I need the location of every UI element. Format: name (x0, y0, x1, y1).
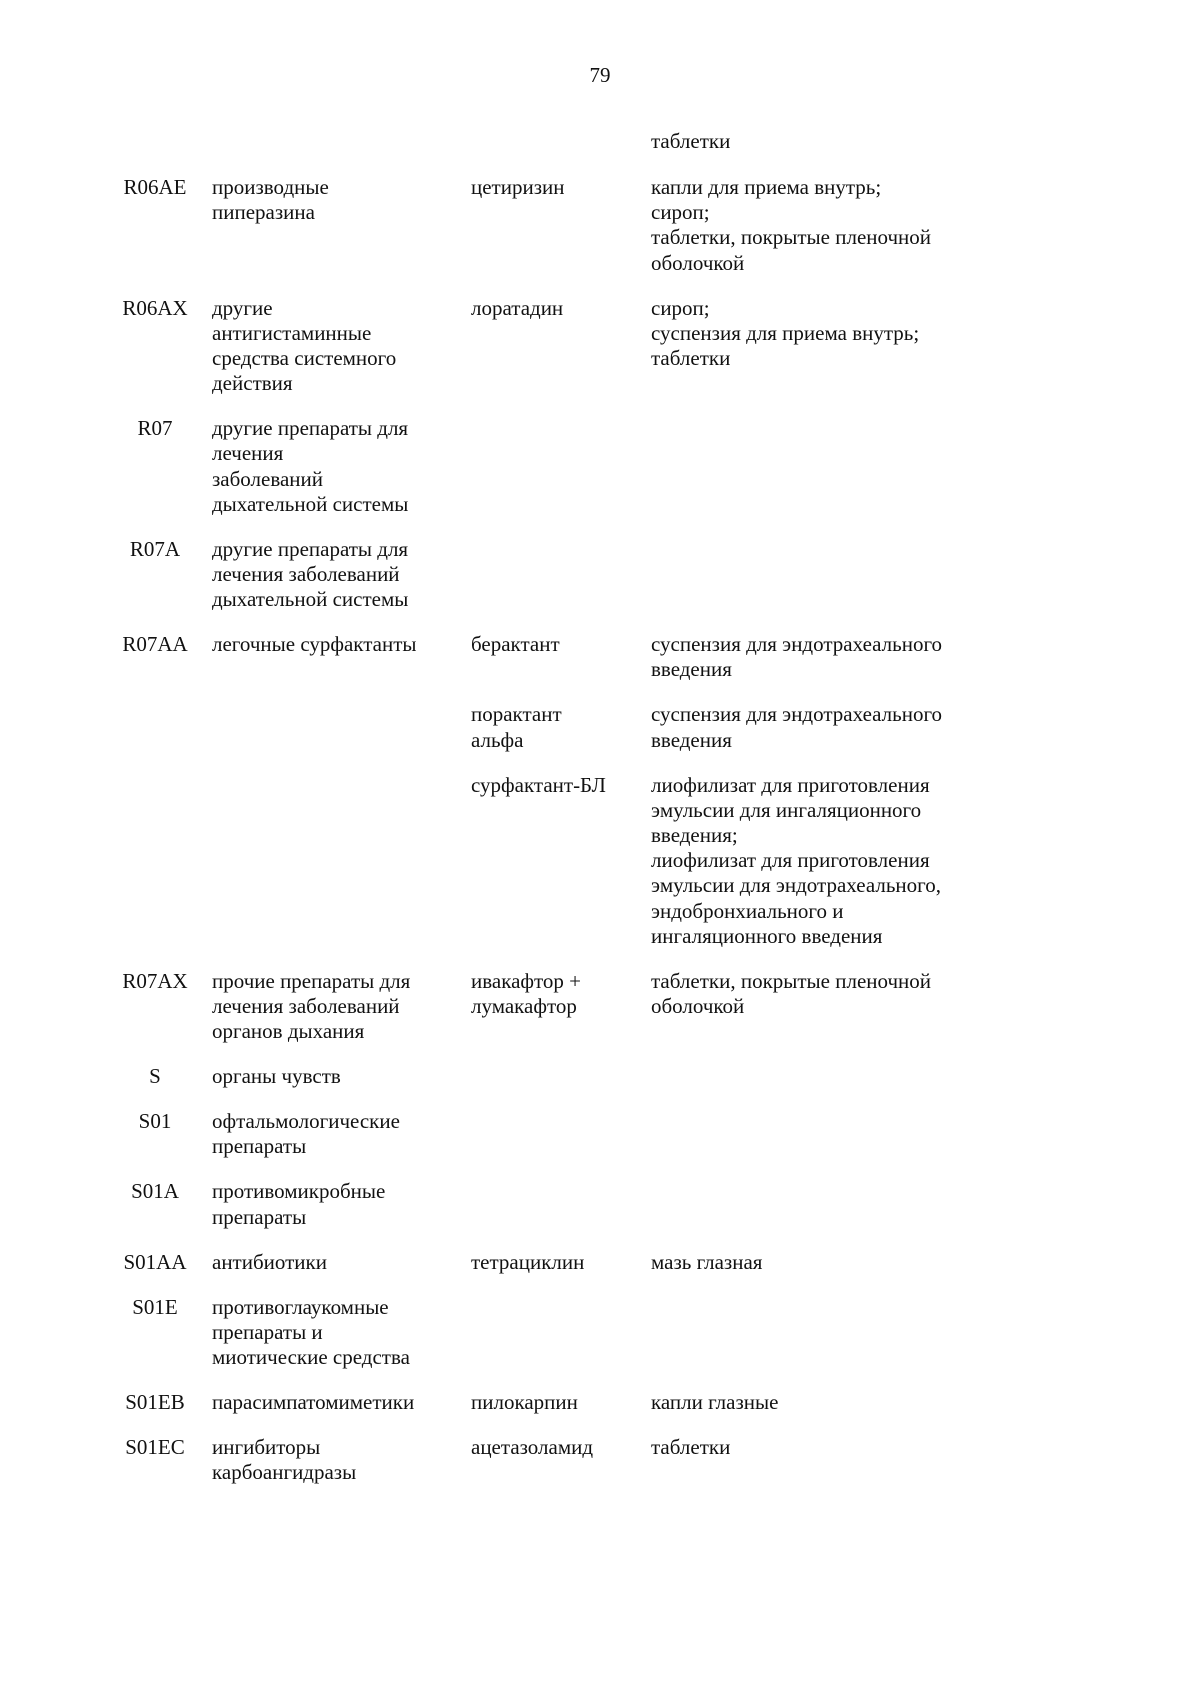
drug-name-line: тетрациклин (471, 1249, 585, 1274)
dosage-form-line: эмульсии для эндотрахеального, (651, 873, 941, 898)
dosage-form (651, 1435, 1011, 1460)
anatomical-therapeutic-group-line: карбоангидразы (212, 1460, 357, 1485)
atc-code: R07A (129, 536, 181, 561)
dosage-form-line: лиофилизат для приготовления (651, 848, 930, 873)
anatomical-therapeutic-group (212, 1179, 457, 1229)
dosage-form-line: оболочкой (651, 250, 745, 275)
atc-code: R07AA (122, 632, 188, 657)
anatomical-therapeutic-group-line: производные (212, 175, 329, 199)
anatomical-therapeutic-group-line: антибиотики (212, 1249, 327, 1274)
anatomical-therapeutic-group-line: заболеваний (212, 466, 323, 491)
drug-name (471, 773, 653, 798)
dosage-form-line: суспензия для эндотрахеального (651, 632, 943, 657)
anatomical-therapeutic-group (212, 1250, 457, 1275)
drug-name (471, 1435, 653, 1460)
anatomical-therapeutic-group-line: препараты (212, 1134, 307, 1159)
dosage-form-line: введения; (651, 823, 738, 847)
anatomical-therapeutic-group-line: ингибиторы (212, 1435, 321, 1459)
atc-code: S01AA (123, 1249, 187, 1274)
dosage-form (651, 296, 1011, 372)
anatomical-therapeutic-group-line: препараты и (212, 1319, 323, 1344)
anatomical-therapeutic-group-line: лечения (212, 441, 284, 466)
drug-name (471, 702, 653, 752)
dosage-form-line: мазь глазная (651, 1249, 763, 1274)
drug-name-line: берактант (471, 632, 560, 657)
anatomical-therapeutic-group (212, 1435, 457, 1485)
drug-name-line: ацетазоламид (471, 1435, 594, 1459)
dosage-form (651, 632, 1011, 682)
drug-name (471, 175, 653, 200)
dosage-form-line: эндобронхиального и (651, 898, 844, 923)
atc-code: S01E (132, 1294, 178, 1319)
anatomical-therapeutic-group (212, 1064, 457, 1089)
dosage-form-line: суспензия для эндотрахеального (651, 702, 943, 727)
dosage-form-line: оболочкой (651, 994, 745, 1018)
drug-name (471, 1390, 653, 1415)
dosage-form-line: сироп; (651, 200, 710, 225)
drug-name (471, 1250, 653, 1275)
anatomical-therapeutic-group-line: препараты (212, 1204, 307, 1229)
drug-name-line: альфа (471, 727, 524, 752)
dosage-form-line: сироп; (651, 295, 710, 320)
anatomical-therapeutic-group-line: пиперазина (212, 200, 315, 225)
drug-name (471, 632, 653, 657)
atc-code: S01 (138, 1109, 172, 1134)
anatomical-therapeutic-group-line: действия (212, 371, 293, 396)
drug-name-line: лоратадин (471, 295, 564, 320)
drug-name-line: сурфактант-БЛ (471, 772, 606, 797)
dosage-form-line: таблетки (651, 129, 731, 153)
dosage-form (651, 1390, 1011, 1415)
anatomical-therapeutic-group-line: дыхательной системы (212, 587, 409, 612)
dosage-form-line: таблетки (651, 1435, 731, 1459)
anatomical-therapeutic-group-line: средства системного (212, 346, 397, 370)
atc-code: S01EB (125, 1390, 185, 1414)
drug-name-line: цетиризин (471, 175, 565, 199)
atc-code: S01EC (125, 1435, 185, 1459)
anatomical-therapeutic-group (212, 296, 457, 397)
dosage-form-line: введения (651, 657, 732, 682)
anatomical-therapeutic-group-line: офтальмологические (212, 1109, 400, 1134)
anatomical-therapeutic-group (212, 175, 457, 225)
anatomical-therapeutic-group-line: миотические средства (212, 1345, 410, 1369)
anatomical-therapeutic-group (212, 1109, 457, 1159)
anatomical-therapeutic-group-line: антигистаминные (212, 320, 372, 345)
anatomical-therapeutic-group-line: парасимпатомиметики (212, 1390, 415, 1414)
dosage-form (651, 969, 1011, 1019)
anatomical-therapeutic-group (212, 537, 457, 613)
anatomical-therapeutic-group-line: другие препараты для (212, 416, 409, 441)
anatomical-therapeutic-group-line: другие препараты для (212, 536, 409, 561)
drug-name-line: лумакафтор (471, 994, 577, 1018)
anatomical-therapeutic-group-line: другие (212, 295, 273, 320)
anatomical-therapeutic-group (212, 969, 457, 1045)
anatomical-therapeutic-group-line: лечения заболеваний (212, 994, 400, 1018)
dosage-form (651, 1250, 1011, 1275)
continued-dosage-form (651, 128, 1071, 156)
dosage-form-line: лиофилизат для приготовления (651, 772, 930, 797)
anatomical-therapeutic-group-line: органы чувств (212, 1064, 341, 1089)
anatomical-therapeutic-group (212, 632, 457, 657)
drug-name-line: пилокарпин (471, 1390, 578, 1414)
dosage-form-line: капли для приема внутрь; (651, 175, 882, 199)
anatomical-therapeutic-group (212, 1390, 457, 1415)
dosage-form-line: введения (651, 727, 732, 752)
atc-code: S (149, 1064, 161, 1089)
anatomical-therapeutic-group-line: прочие препараты для (212, 968, 411, 993)
anatomical-therapeutic-group-line: лечения заболеваний (212, 562, 400, 586)
atc-code: R07AX (122, 968, 188, 993)
dosage-form-line: ингаляционного введения (651, 923, 883, 948)
atc-code: S01A (131, 1179, 179, 1204)
anatomical-therapeutic-group-line: противоглаукомные (212, 1294, 389, 1319)
dosage-form-line: эмульсии для ингаляционного (651, 797, 922, 822)
dosage-form (651, 773, 1011, 949)
anatomical-therapeutic-group (212, 416, 457, 517)
anatomical-therapeutic-group (212, 1295, 457, 1371)
atc-code: R06AX (122, 295, 188, 320)
dosage-form-line: суспензия для приема внутрь; (651, 320, 920, 345)
dosage-form-line: таблетки, покрытые пленочной (651, 968, 932, 993)
drug-name-line: ивакафтор + (471, 968, 582, 993)
dosage-form (651, 702, 1011, 752)
page-number: 79 (589, 63, 611, 87)
atc-code: R07 (137, 416, 173, 441)
dosage-form-line: капли глазные (651, 1390, 779, 1414)
anatomical-therapeutic-group-line: противомикробные (212, 1179, 386, 1204)
atc-code: R06AE (123, 175, 187, 199)
anatomical-therapeutic-group-line: органов дыхания (212, 1019, 365, 1044)
anatomical-therapeutic-group-line: дыхательной системы (212, 491, 409, 516)
dosage-form-line: таблетки (651, 346, 731, 370)
drug-name (471, 296, 653, 321)
anatomical-therapeutic-group-line: легочные сурфактанты (212, 632, 417, 657)
dosage-form-line: таблетки, покрытые пленочной (651, 225, 932, 250)
drug-name (471, 969, 653, 1019)
drug-name-line: порактант (471, 702, 562, 727)
dosage-form (651, 175, 1011, 276)
